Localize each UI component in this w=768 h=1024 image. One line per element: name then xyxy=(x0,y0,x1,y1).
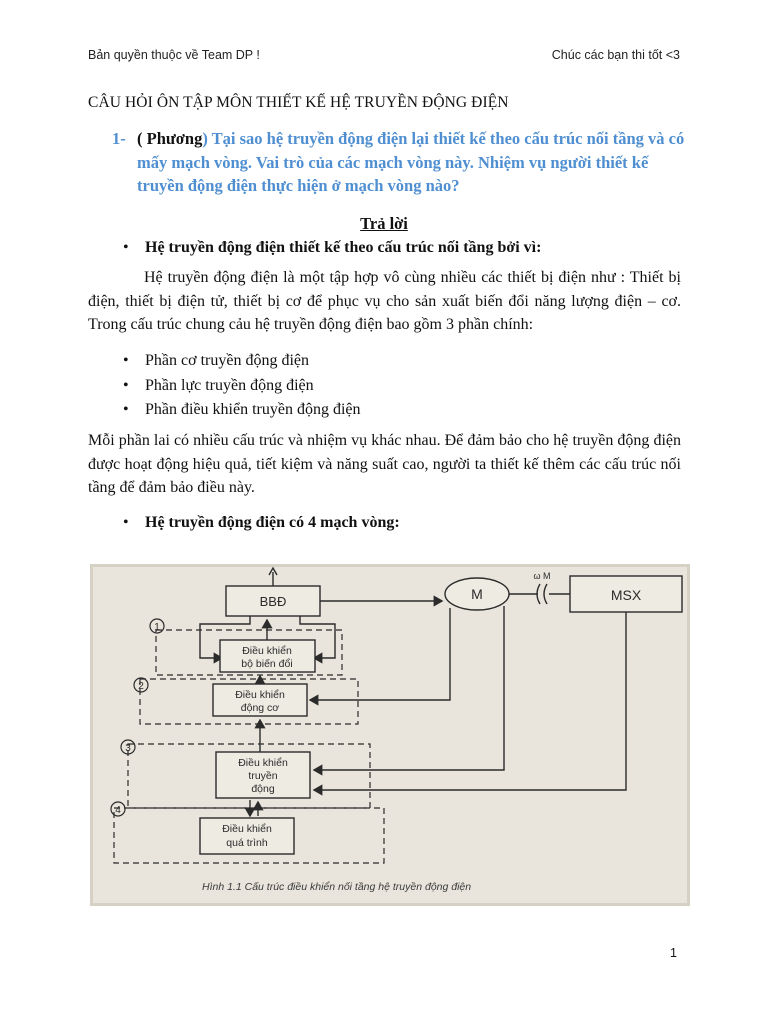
figure-caption: Hình 1.1 Cấu trúc điều khiển nối tầng hệ truyền động điện xyxy=(202,881,472,893)
list-item: • Phần điều khiển truyền động điện xyxy=(145,398,361,423)
motor-controller-block xyxy=(213,684,307,716)
list-item: • Phần lực truyền động điện xyxy=(145,374,361,399)
question-number: 1- xyxy=(112,129,126,148)
svg-text:Điều khiển: Điều khiển xyxy=(238,757,288,769)
svg-text:Điều khiển: Điều khiển xyxy=(242,645,292,657)
process-controller-block xyxy=(200,818,294,854)
svg-text:Điều khiển: Điều khiển xyxy=(235,689,285,701)
answer-bullet-2: • Hệ truyền động điện có 4 mạch vòng: xyxy=(145,514,400,532)
svg-text:2: 2 xyxy=(138,681,144,692)
motor-block xyxy=(445,578,509,610)
question-1 xyxy=(112,127,692,198)
svg-text:truyền: truyền xyxy=(248,770,278,782)
converter-block xyxy=(226,586,320,616)
machine-block xyxy=(570,576,682,612)
svg-text:BBĐ: BBĐ xyxy=(259,594,287,609)
answer-paragraph-2: Mỗi phần lai có nhiều cấu trúc và nhiệm vụ khác nhau. Để đảm bảo cho hệ truyền động điện được hoạt động hiệu quả, tiết kiệm và năng suất cao, người ta thiết kế thêm các cấu trúc nối tầng để đảm bảo điều này. xyxy=(88,432,681,496)
svg-text:4: 4 xyxy=(115,805,121,816)
list-item: • Phần cơ truyền động điện xyxy=(145,349,361,374)
svg-text:quá trình: quá trình xyxy=(226,837,268,849)
svg-text:Điều khiển: Điều khiển xyxy=(222,823,272,835)
page-number: 1 xyxy=(670,946,677,960)
omega-m-label: ω M xyxy=(533,571,551,581)
answer-paragraph-1: Hệ truyền động điện là một tập hợp vô cùng nhiều các thiết bị điện như : Thiết bị điện, thiết bị điện tử, thiết bị cơ để phục vụ cho sản xuất biến đổi năng lượng điện – cơ. Trong cấu trúc chung cảu hệ truyền động điện bao gồm 3 phần chính: xyxy=(88,269,681,333)
cascade-control-figure xyxy=(90,564,690,906)
svg-text:động: động xyxy=(251,783,275,795)
question-text: ) Tại sao hệ truyền động điện lại thiết kế theo cấu trúc nối tầng và có mấy mạch vòng. Vai trò của các mạch vòng này. Nhiệm vụ người thiết kế truyền động điện thực hiện ở mạch vòng nào? xyxy=(137,129,685,195)
svg-text:3: 3 xyxy=(125,743,131,754)
header-greeting: Chúc các bạn thi tốt <3 xyxy=(551,48,680,62)
svg-text:bộ biến đổi: bộ biến đổi xyxy=(241,658,293,670)
svg-text:1: 1 xyxy=(154,622,160,633)
drive-controller-block xyxy=(216,752,310,798)
svg-text:MSX: MSX xyxy=(610,587,642,603)
parts-list xyxy=(145,349,361,423)
answer-heading: Trả lời xyxy=(360,214,408,233)
header-copyright: Bản quyền thuộc về Team DP ! xyxy=(88,48,260,62)
answer-bullet-1: • Hệ truyền động điện thiết kế theo cấu trúc nối tầng bởi vì: xyxy=(145,239,541,257)
question-asker: ( Phương xyxy=(137,129,203,148)
svg-text:động cơ: động cơ xyxy=(240,702,280,714)
svg-text:M: M xyxy=(471,586,483,602)
converter-controller-block xyxy=(220,640,315,672)
document-title: CÂU HỎI ÔN TẬP MÔN THIẾT KẾ HỆ TRUYỀN ĐỘNG ĐIỆN xyxy=(88,94,509,111)
question-body xyxy=(137,127,692,198)
